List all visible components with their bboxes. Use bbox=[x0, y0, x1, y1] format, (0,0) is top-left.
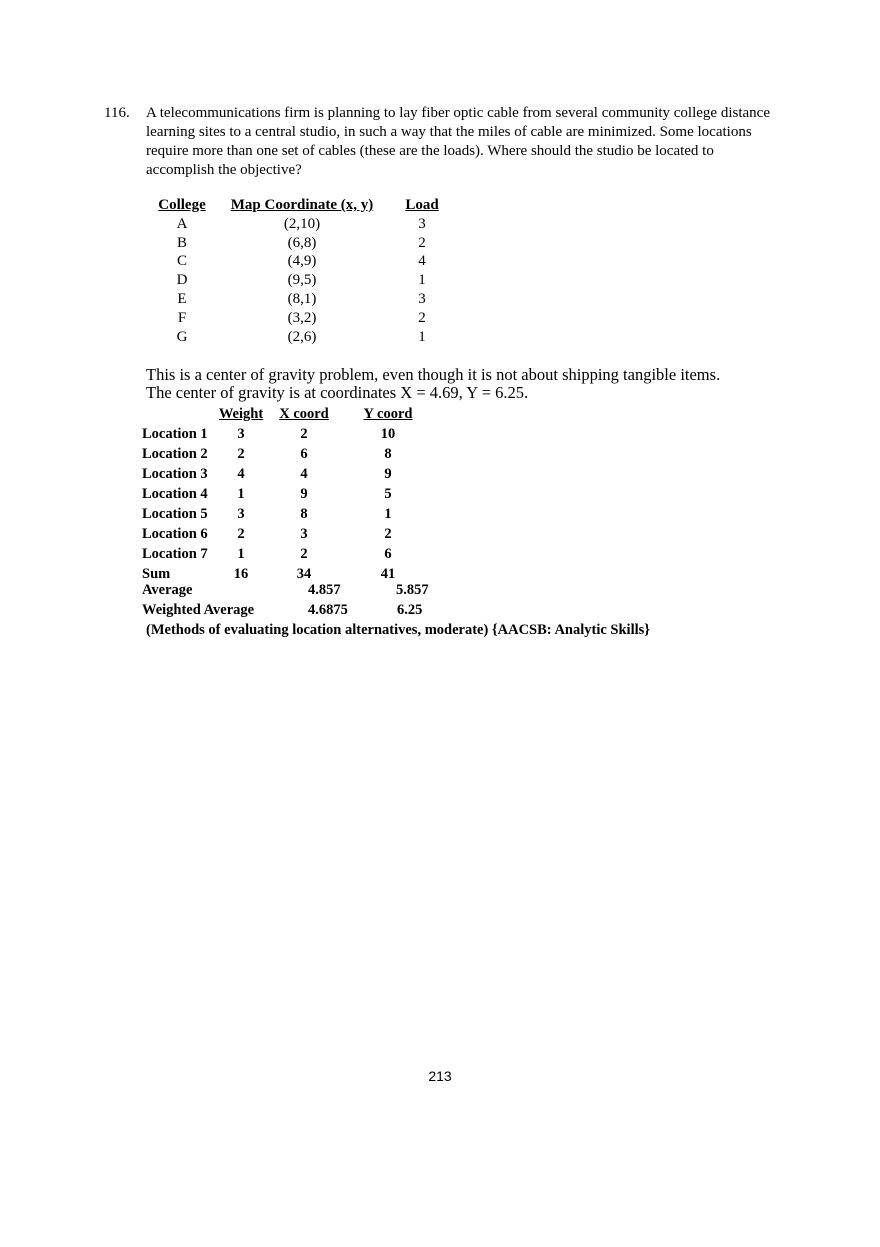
average-y: 5.857 bbox=[396, 582, 429, 598]
weight-header: Weight bbox=[218, 406, 264, 422]
coordinate-cell: (6,8) bbox=[287, 234, 317, 251]
college-cell: D bbox=[176, 272, 188, 289]
weight-cell: 3 bbox=[237, 426, 245, 442]
table-row bbox=[142, 444, 436, 464]
blank-header bbox=[142, 404, 214, 424]
college-cell: B bbox=[176, 234, 187, 251]
table-row bbox=[150, 234, 454, 253]
load-cell: 1 bbox=[418, 328, 426, 345]
table-row bbox=[142, 464, 436, 484]
college-cell: C bbox=[176, 253, 187, 270]
y-cell: 8 bbox=[384, 446, 392, 462]
coordinate-cell: (2,10) bbox=[283, 215, 321, 232]
question-text: A telecommunications firm is planning to lay fiber optic cable from several community college distance learning sites to a central studio, in such a way that the miles of cable are minimized. Some locations require more than one set of cables (these are the loads). Where should the studio be located to accomplish the objective? bbox=[146, 105, 770, 178]
weight-sum: 16 bbox=[233, 566, 249, 582]
x-cell: 2 bbox=[300, 546, 308, 562]
location-label: Location 6 bbox=[142, 526, 208, 542]
x-cell: 2 bbox=[300, 426, 308, 442]
x-sum: 34 bbox=[296, 566, 312, 582]
x-cell: 9 bbox=[300, 486, 308, 502]
weight-cell: 3 bbox=[237, 506, 245, 522]
college-cell: E bbox=[177, 290, 187, 307]
weight-cell: 1 bbox=[237, 546, 245, 562]
load-cell: 2 bbox=[418, 309, 426, 326]
page-number: 213 bbox=[428, 1068, 452, 1084]
answer-text bbox=[146, 366, 720, 402]
college-cell: A bbox=[176, 215, 188, 232]
x-coord-header: X coord bbox=[279, 406, 329, 422]
location-label: Location 3 bbox=[142, 466, 208, 482]
coordinate-cell: (9,5) bbox=[287, 272, 317, 289]
y-cell: 2 bbox=[384, 526, 392, 542]
y-cell: 9 bbox=[384, 466, 392, 482]
y-cell: 6 bbox=[384, 546, 392, 562]
y-cell: 1 bbox=[384, 506, 392, 522]
college-cell: G bbox=[176, 328, 188, 345]
location-label: Location 1 bbox=[142, 426, 208, 442]
weight-cell: 1 bbox=[237, 486, 245, 502]
location-label: Location 7 bbox=[142, 546, 208, 562]
table-row bbox=[142, 504, 436, 524]
table-row bbox=[150, 290, 454, 309]
table-row bbox=[142, 544, 436, 564]
question-metadata: (Methods of evaluating location alternatives, moderate) {AACSB: Analytic Skills} bbox=[146, 622, 650, 638]
y-sum: 41 bbox=[380, 566, 396, 582]
coordinate-cell: (3,2) bbox=[287, 309, 317, 326]
table-row bbox=[150, 328, 454, 347]
load-cell: 4 bbox=[418, 253, 426, 270]
weight-cell: 2 bbox=[237, 526, 245, 542]
average-label: Average bbox=[142, 582, 193, 598]
college-coordinates-table bbox=[150, 196, 454, 346]
location-label: Location 4 bbox=[142, 486, 208, 502]
load-header: Load bbox=[405, 197, 439, 213]
x-cell: 6 bbox=[300, 446, 308, 462]
table-row bbox=[150, 215, 454, 234]
table-header-row bbox=[150, 196, 454, 215]
weighted-average-x: 4.6875 bbox=[308, 602, 348, 618]
answer-line-1: This is a center of gravity problem, even though it is not about shipping tangible items. bbox=[146, 365, 721, 384]
table-row bbox=[142, 524, 436, 544]
y-cell: 10 bbox=[380, 426, 396, 442]
average-x: 4.857 bbox=[308, 582, 341, 598]
map-coordinate-header: Map Coordinate (x, y) bbox=[230, 197, 374, 213]
weight-cell: 2 bbox=[237, 446, 245, 462]
center-of-gravity-table bbox=[142, 404, 436, 584]
x-cell: 3 bbox=[300, 526, 308, 542]
load-cell: 3 bbox=[418, 290, 426, 307]
college-header: College bbox=[158, 197, 206, 213]
table-row bbox=[142, 424, 436, 444]
table-row bbox=[150, 252, 454, 271]
table-row bbox=[150, 271, 454, 290]
coordinate-cell: (8,1) bbox=[287, 290, 317, 307]
weight-cell: 4 bbox=[237, 466, 245, 482]
location-label: Location 5 bbox=[142, 506, 208, 522]
college-cell: F bbox=[177, 309, 187, 326]
load-cell: 2 bbox=[418, 234, 426, 251]
sum-label: Sum bbox=[142, 566, 171, 582]
y-cell: 5 bbox=[384, 486, 392, 502]
x-cell: 4 bbox=[300, 466, 308, 482]
load-cell: 3 bbox=[418, 215, 426, 232]
load-cell: 1 bbox=[418, 272, 426, 289]
weighted-average-label: Weighted Average bbox=[142, 602, 255, 618]
y-coord-header: Y coord bbox=[363, 406, 413, 422]
table-header-row bbox=[142, 404, 436, 424]
question-number: 116. bbox=[104, 105, 130, 121]
x-cell: 8 bbox=[300, 506, 308, 522]
table-row bbox=[150, 309, 454, 328]
coordinate-cell: (2,6) bbox=[287, 328, 317, 345]
location-label: Location 2 bbox=[142, 446, 208, 462]
table-row bbox=[142, 484, 436, 504]
answer-line-2: The center of gravity is at coordinates X = 4.69, Y = 6.25. bbox=[146, 383, 529, 402]
coordinate-cell: (4,9) bbox=[287, 253, 317, 270]
weighted-average-y: 6.25 bbox=[397, 602, 423, 618]
